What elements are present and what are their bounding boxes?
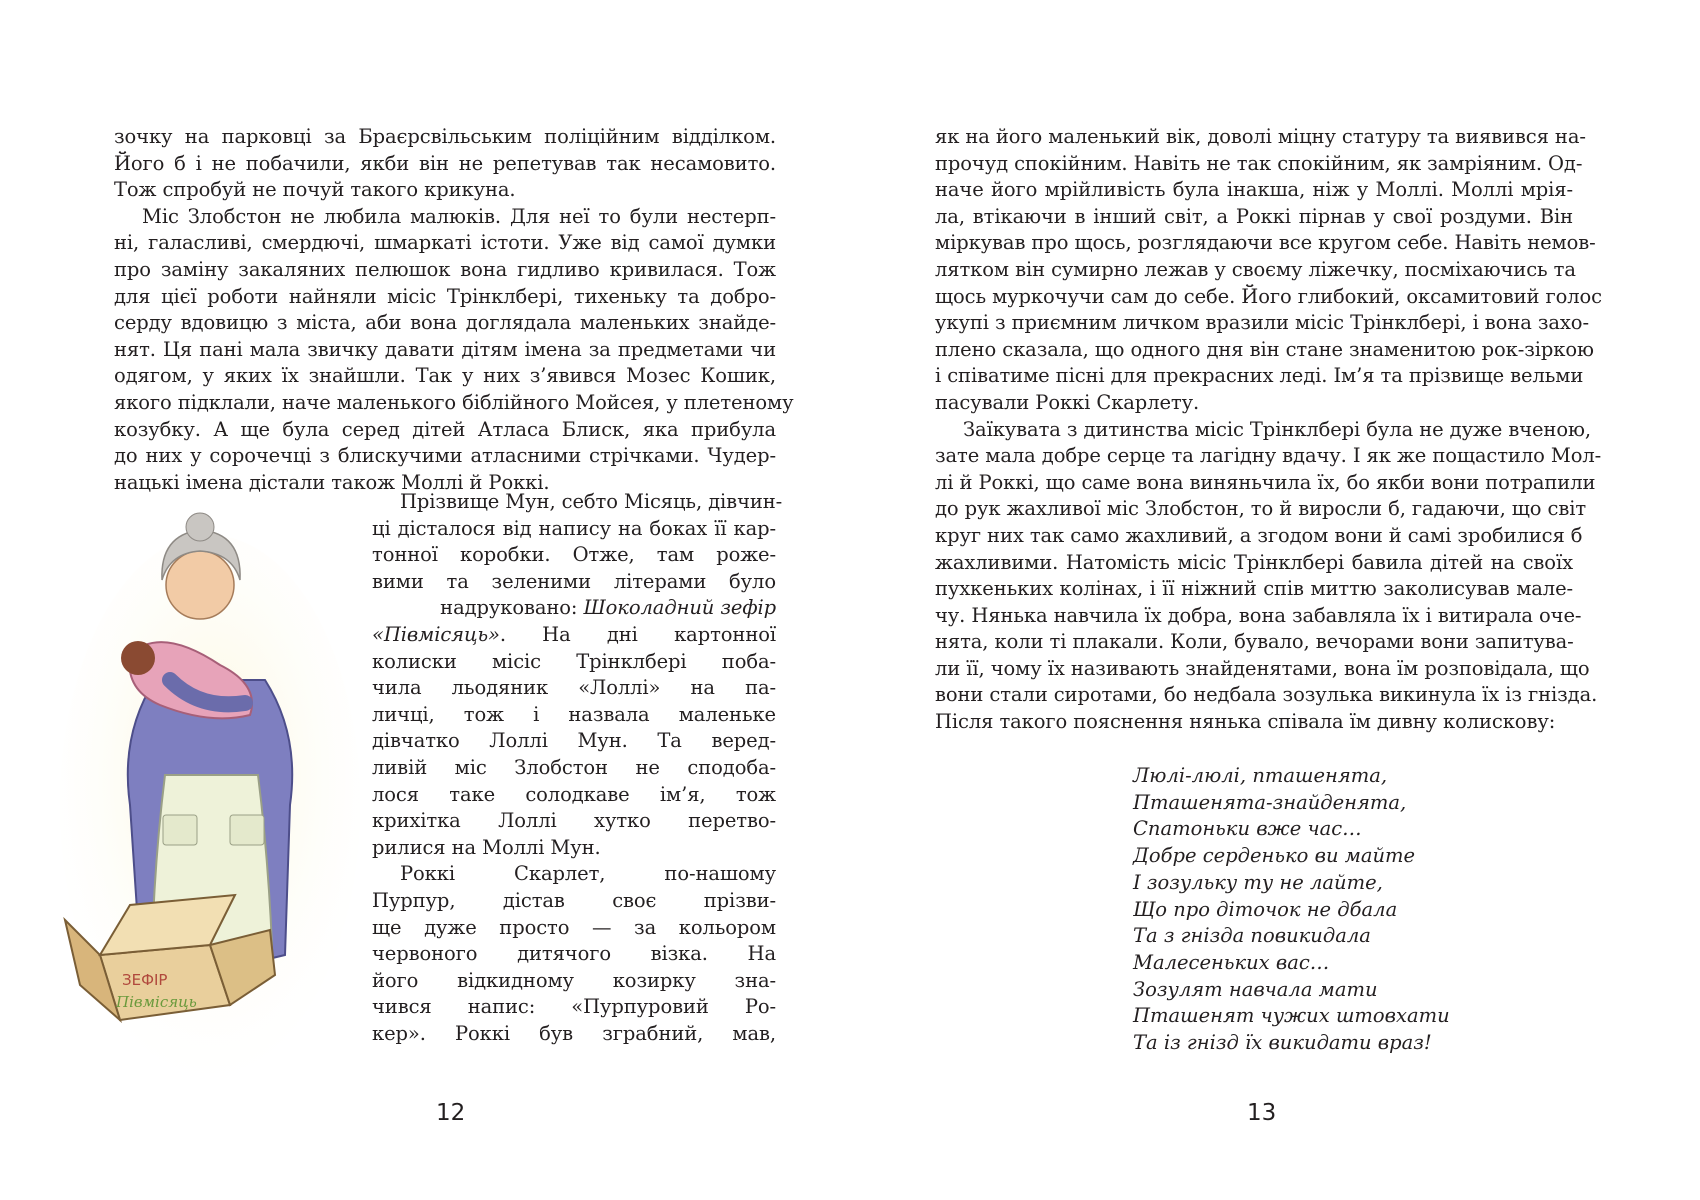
text-line: зате мала добре серце та лагідну вдачу. І як же пощастило Мол- [935,444,1602,468]
right-main-text [935,124,1603,736]
text-line: серду вдовицю з міста, аби вона доглядала маленьких знайде- [114,311,776,335]
left-wrapped-text [372,489,783,1047]
poem-line: Малесеньких вас… [1133,950,1330,974]
text-line: щось муркочучи сам до себе. Його глибокий, оксамитовий голос [935,284,1603,308]
text-line: Міс Злобстон не любила малюків. Для неї то були нестерп- [142,204,776,228]
poem-line: Добре серденько ви майте [1133,844,1416,868]
text-line: ще дуже просто — за кольором [372,915,776,939]
text-line: дівчатко Лоллі Мун. Та веред- [372,729,776,753]
poem-line: Та із гнізд їх викидати враз! [1133,1031,1432,1055]
text-line: круг них так само жахливий, а згодом вони й самі зробилися б [935,523,1583,547]
text-line: Пурпур, дістав своє прізви- [372,888,776,912]
text-line: його відкидному козирку зна- [372,968,776,992]
text-line: Тож спробуй не почуй такого крикуна. [114,178,516,202]
apron-pocket [230,815,264,845]
text-line: до них у сорочечці з блискучими атласними стрічками. Чудер- [114,444,776,468]
text-line: наче його мрійливість була інакша, ніж у Моллі. Моллі мрія- [935,178,1573,202]
text-line: для цієї роботи найняли місіс Трінклбері, тихеньку та добро- [114,284,776,308]
text-line: лі й Роккі, що саме вона виняньчила їх, бо якби вони потрапили [935,470,1596,494]
text-fragment: . На дні картонної [499,622,776,646]
text-line: лятком він сумирно лежав у своєму ліжечку, посміхаючись та [935,257,1576,281]
text-line: вими та зеленими літерами було [372,569,776,593]
text-line: укупі з приємним личком вразили місіс Трінклбері, і вона захо- [935,311,1589,335]
text-line: тонної коробки. Отже, там роже- [372,543,776,567]
text-line: пухкеньких колінах, і її ніжний спів миттю заколисував мале- [935,577,1573,601]
text-line: міркував про щось, розглядаючи все кругом себе. Навіть немов- [935,231,1596,255]
text-line: чу. Нянька навчила їх добра, вона забавляла їх і витирала оче- [935,603,1582,627]
left-main-text [114,124,794,496]
text-line [372,595,776,622]
text-line: пасували Роккі Скарлету. [935,390,1200,414]
text-line: ці дісталося від напису на боках її кар- [372,516,776,540]
text-line: Заїкувата з дитинства місіс Трінклбері була не дуже вченою, [963,417,1591,441]
text-fragment: надруковано: [440,596,584,620]
text-line: лося таке солодкаве ім’я, тож [372,782,776,806]
text-line: Після такого пояснення нянька співала їм дивну колискову: [935,710,1556,734]
text-line: якого підклали, наче маленького біблійного Мойсея, у плетеному [114,390,794,414]
text-line: прочуд спокійним. Навіть не так спокійним, як замріяним. Од- [935,151,1583,175]
poem-line: Зозулят навчала мати [1133,977,1378,1001]
text-line: колиски місіс Трінклбері поба- [372,649,776,673]
lullaby-poem [1133,763,1450,1057]
text-line: козубку. А ще була серед дітей Атласа Блиск, яка прибула [114,417,776,441]
box-label-pivmisiats: Півмісяць [116,993,197,1011]
text-line: зочку на парковці за Браєрсвільським поліційним відділком. [114,125,776,148]
poem-line: Що про діточок не дбала [1133,897,1398,921]
hair-bun [186,513,214,541]
text-line: нята, коли ті плакали. Коли, бувало, вечорами вони запитува- [935,630,1574,654]
text-line: рилися на Моллі Мун. [372,835,601,859]
baby-head [121,641,155,675]
text-line: ні, галасливі, смердючі, шмаркаті істоти. Уже від самої думки [114,231,776,255]
text-line: крихітка Лоллі хутко перетво- [372,809,776,833]
poem-line: Та з гнізда повикидала [1133,924,1371,948]
text-line: як на його маленький вік, доволі міцну статуру та виявився на- [935,125,1586,148]
italic-title: Шоколадний зефір [583,596,776,620]
text-line [372,622,776,649]
text-line: вони стали сиротами, бо недбала зозулька викинула їх із гнізда. [935,683,1598,707]
poem-line: Пташенята-знайденята, [1133,790,1407,814]
text-line: ли її, чому їх називають знайденятами, вона їм розповідала, що [935,656,1590,680]
text-line: жахливими. Натомість місіс Трінклбері бавила дітей на своїх [935,550,1573,574]
text-line: до рук жахливої міс Злобстон, то й виросли б, гадаючи, що світ [935,497,1587,521]
text-line: личці, тож і назвала маленьке [372,702,776,726]
text-line: одягом, у яких їх знайшли. Так у них з’явився Мозес Кошик, [114,364,776,388]
apron-pocket [163,815,197,845]
text-line: Прізвище Мун, себто Місяць, дівчин- [400,490,783,513]
page-number: 12 [436,1100,466,1126]
text-line: плено сказала, що одного дня він стане знаменитою рок-зіркою [935,337,1594,361]
italic-title: «Півмісяць» [372,622,500,646]
text-line: кер». Роккі був зграбний, мав, [372,1021,776,1045]
poem-line: І зозульку ту не лайте, [1133,870,1383,894]
text-line: Його б і не побачили, якби він не репетував так несамовито. [114,151,776,175]
text-line: ла, втікаючи в інший світ, а Роккі пірнав у свої роздуми. Він [935,204,1573,228]
text-line: чився напис: «Пурпуровий Ро- [372,995,776,1019]
text-line: ливій міс Злобстон не сподоба- [372,755,776,779]
box-label-zefir: ЗЕФІР [122,971,168,989]
text-line: нят. Ця пані мала звичку давати дітям імена за предметами чи [114,337,776,361]
poem-line: Спатоньки вже час… [1133,817,1362,841]
text-line: червоного дитячого візка. На [372,942,776,966]
nanny-face [166,551,234,619]
text-line: чила льодяник «Лоллі» на па- [372,676,776,700]
text-line: про заміну закаляних пелюшок вона гидливо кривилася. Тож [114,257,776,281]
text-line: нацькі імена дістали також Моллі й Роккі. [114,470,550,494]
text-line: і співатиме пісні для прекрасних леді. Ім’я та прізвище вельми [935,364,1584,388]
poem-line: Люлі-люлі, пташенята, [1133,764,1388,787]
text-line: Роккі Скарлет, по-нашому [400,862,776,886]
poem-line: Пташенят чужих штовхати [1133,1004,1450,1028]
nanny-with-baby-illustration [60,475,360,1075]
page-number: 13 [1247,1100,1277,1126]
